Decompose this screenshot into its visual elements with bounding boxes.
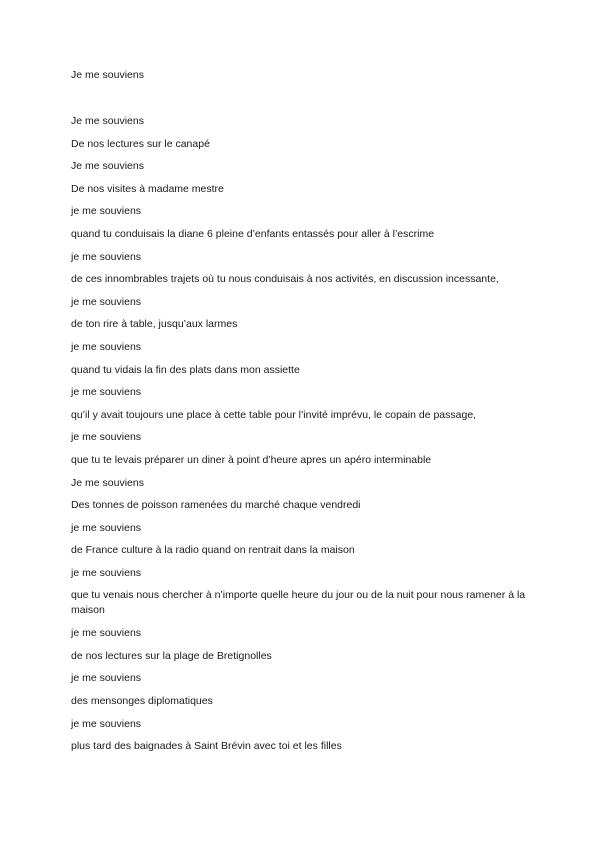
poem-line: je me souviens: [71, 386, 142, 399]
poem-line: Je me souviens: [71, 160, 144, 173]
poem-line: je me souviens: [71, 717, 142, 730]
poem-line: de France culture à la radio quand on rentrait dans la maison: [71, 544, 355, 557]
poem-line: que tu venais nous chercher à n’importe quelle heure du jour ou de la nuit pour nous ramener à la maison: [71, 589, 526, 617]
poem-line: Je me souviens: [71, 476, 144, 489]
poem-line: je me souviens: [71, 672, 142, 685]
poem-line: Des tonnes de poisson ramenées du marché chaque vendredi: [71, 499, 361, 512]
poem-line: que tu te levais préparer un diner à point d’heure apres un apéro interminable: [71, 453, 432, 466]
poem-line: je me souviens: [71, 627, 142, 640]
poem-line: De nos visites à madame mestre: [71, 182, 224, 195]
poem-line: je me souviens: [71, 566, 142, 579]
poem-line: de ton rire à table, jusqu’aux larmes: [71, 318, 238, 331]
poem-line: je me souviens: [71, 521, 142, 534]
poem-line: des mensonges diplomatiques: [71, 695, 213, 708]
poem-line: quand tu conduisais la diane 6 pleine d’enfants entassés pour aller à l’escrime: [71, 227, 435, 240]
poem-line: je me souviens: [71, 340, 142, 353]
poem-line: quand tu vidais la fin des plats dans mon assiette: [71, 363, 300, 376]
poem-line: de ces innombrables trajets où tu nous conduisais à nos activités, en discussion incessante,: [71, 273, 499, 286]
poem-line: Je me souviens: [71, 115, 144, 127]
poem-line: je me souviens: [71, 205, 142, 218]
poem-line: je me souviens: [71, 295, 142, 308]
poem-line: de nos lectures sur la plage de Bretignolles: [71, 649, 272, 662]
poem-line: je me souviens: [71, 250, 142, 263]
poem-line: qu’il y avait toujours une place à cette table pour l’invité imprévu, le copain de passage,: [71, 408, 477, 421]
poem-body: [71, 114, 541, 762]
poem-line: De nos lectures sur le canapé: [71, 137, 210, 150]
poem-line: plus tard des baignades à Saint Brévin avec toi et les filles: [71, 740, 342, 753]
document-title: Je me souviens: [71, 69, 144, 81]
poem-line: je me souviens: [71, 431, 142, 444]
